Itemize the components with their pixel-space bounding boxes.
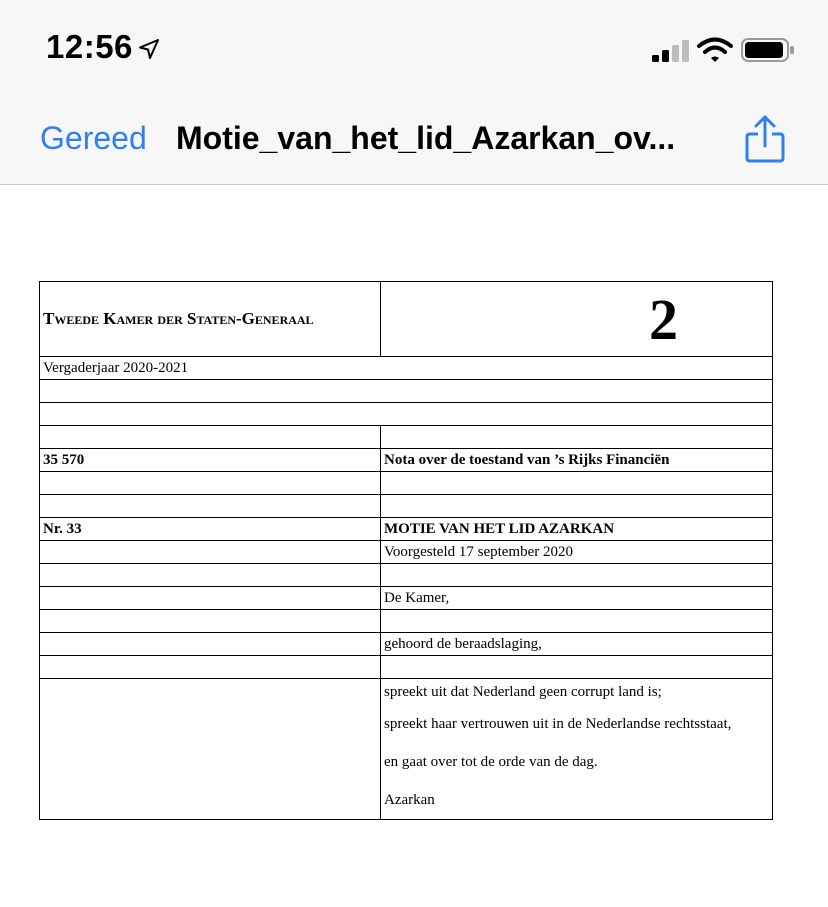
wifi-icon: [697, 37, 733, 63]
empty-cell: [40, 679, 381, 820]
closing-clause: en gaat over tot de orde van de dag.: [384, 754, 598, 770]
empty-cell: [381, 656, 773, 679]
document-number: 2: [381, 282, 773, 357]
session-year: Vergaderjaar 2020-2021: [40, 357, 773, 380]
empty-cell: [381, 564, 773, 587]
motion-document: [39, 281, 773, 820]
cellular-signal-icon: [652, 40, 692, 62]
motion-title: MOTIE VAN HET LID AZARKAN: [381, 518, 773, 541]
addressee: De Kamer,: [381, 587, 773, 610]
battery-icon: [741, 38, 795, 62]
document-title: Motie_van_het_lid_Azarkan_ov...: [176, 120, 676, 156]
empty-cell: [40, 541, 381, 564]
status-bar: [0, 0, 828, 96]
heard-clause: gehoord de beraadslaging,: [381, 633, 773, 656]
empty-cell: [40, 564, 381, 587]
empty-cell: [40, 656, 381, 679]
statement-1: spreekt uit dat Nederland geen corrupt land is;: [384, 684, 662, 700]
empty-cell: [381, 610, 773, 633]
empty-cell: [40, 610, 381, 633]
motion-body: [381, 679, 773, 820]
empty-cell: [381, 472, 773, 495]
empty-row: [40, 380, 773, 403]
dossier-number: 35 570: [40, 449, 381, 472]
chamber-name: Tweede Kamer der Staten-Generaal: [40, 282, 381, 357]
done-button[interactable]: Gereed: [40, 120, 147, 156]
empty-cell: [40, 587, 381, 610]
location-arrow-icon: [138, 38, 160, 60]
empty-cell: [381, 495, 773, 518]
status-time: 12:56: [46, 28, 133, 65]
signatory: Azarkan: [384, 792, 435, 808]
empty-cell: [40, 495, 381, 518]
empty-cell: [40, 633, 381, 656]
dossier-title: Nota over de toestand van ’s Rijks Financiën: [381, 449, 773, 472]
empty-row: [40, 403, 773, 426]
empty-cell: [40, 472, 381, 495]
motion-number: Nr. 33: [40, 518, 381, 541]
empty-cell: [381, 426, 773, 449]
share-icon[interactable]: [744, 114, 786, 164]
statement-2: spreekt haar vertrouwen uit in de Nederlandse rechtsstaat,: [384, 716, 732, 732]
navigation-bar: [0, 96, 828, 185]
proposed-date: Voorgesteld 17 september 2020: [381, 541, 773, 564]
empty-cell: [40, 426, 381, 449]
